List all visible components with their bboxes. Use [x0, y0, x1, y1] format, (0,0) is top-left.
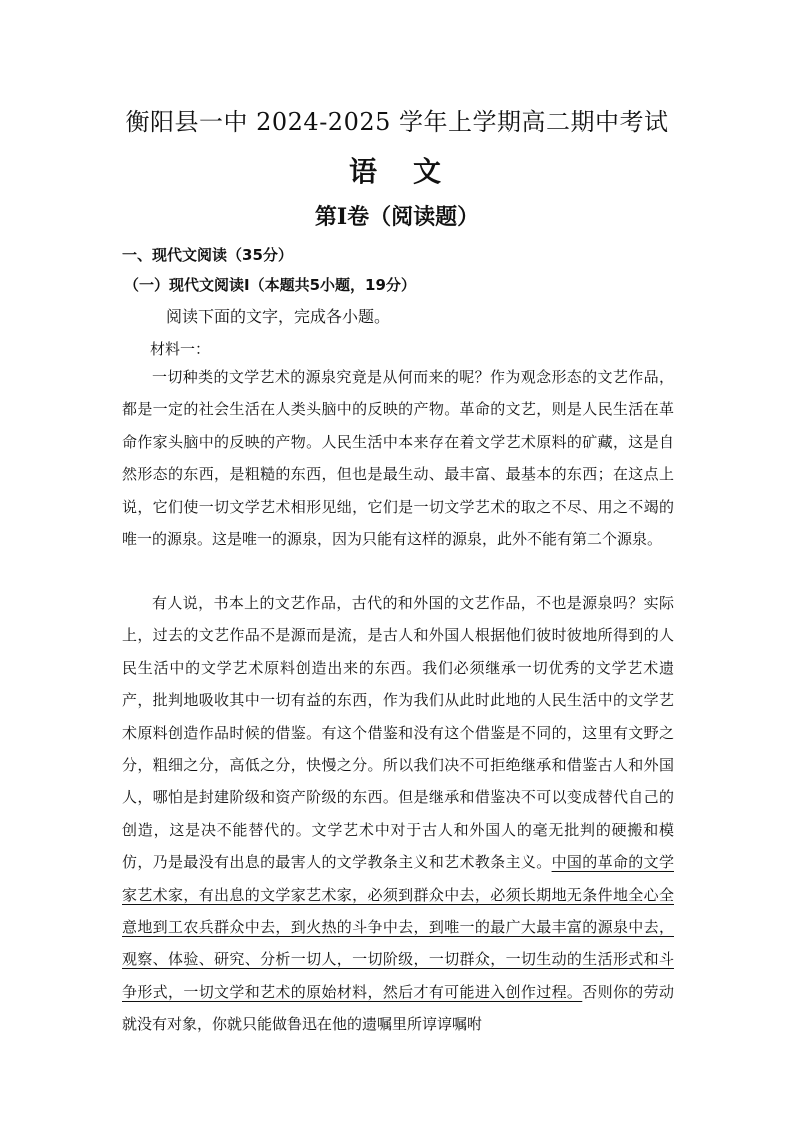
material-label: 材料一： [150, 340, 211, 358]
paragraph-1: 一切种类的文学艺术的源泉究竟是从何而来的呢？作为观念形态的文艺作品，都是一定的社会生活在人类头脑中的反映的产物。革命的文艺，则是人民生活在革命作家头脑中的反映的产物。人民生活中本来存在着文学艺术原料的矿藏，这是自然形态的东西，是粗糙的东西，但也是最生动、最丰富、最基本的东西；在这点上说，它们使一切文学艺术相形见绌，它们是一切文学艺术的取之不尽、用之不竭的唯一的源泉。这是唯一的源泉，因为只能有这样的源泉，此外不能有第二个源泉。 [122, 368, 674, 549]
section-subheading: （一）现代文阅读Ⅰ（本题共5小题，19分） [124, 276, 416, 294]
subject-title: 语 文 [348, 155, 445, 188]
paragraph-2-text: 有人说，书本上的文艺作品，古代的和外国的文艺作品，不也是源泉吗？实际上，过去的文艺作品不是源而是流，是古人和外国人根据他们彼时彼地所得到的人民生活中的文学艺术原料创造出来的东西。我们必须继承一切优秀的文学艺术遗产，批判地吸收其中一切有益的东西，作为我们从此时此地的人民生活中的文学艺术原料创造作品时候的借鉴。有这个借鉴和没有这个借鉴是不同的，这里有文野之分，粗细之分，高低之分，快慢之分。所以我们决不可拒绝继承和借鉴古人和外国人，哪怕是封建阶级和资产阶级的东西。但是继承和借鉴决不可以变成替代自己的创造，这是决不能替代的。文学艺术中对于古人和外国人的毫无批判的硬搬和模仿，乃是最没有出息的最害人的文学教条主义和艺术教条主义。 [122, 594, 674, 872]
paragraph-2 [122, 587, 674, 1041]
underlined-passage: 中国的革命的文学家艺术家，有出息的文学家艺术家，必须到群众中去，必须长期地无条件地全心全意地到工农兵群众中去，到火热的斗争中去，到唯一的最广大最丰富的源泉中去，观察、体验、研究、分析一切人，一切阶级，一切群众，一切生动的生活形式和斗争形式，一切文学和艺术的原始材料，然后才有可能进入创作过程。 [122, 853, 674, 1001]
instruction-text: 阅读下面的文字，完成各小题。 [166, 307, 391, 326]
paragraph-2-continuation: 否则你的劳动就没有对象，你就只能做鲁迅在他的遗嘱里所谆谆嘱咐 [122, 982, 674, 1034]
section-heading: 一、现代文阅读（35分） [122, 246, 293, 264]
exam-title: 衡阳县一中 2024-2025 学年上学期高二期中考试 [125, 108, 669, 136]
volume-title: 第Ⅰ卷（阅读题） [314, 204, 480, 230]
